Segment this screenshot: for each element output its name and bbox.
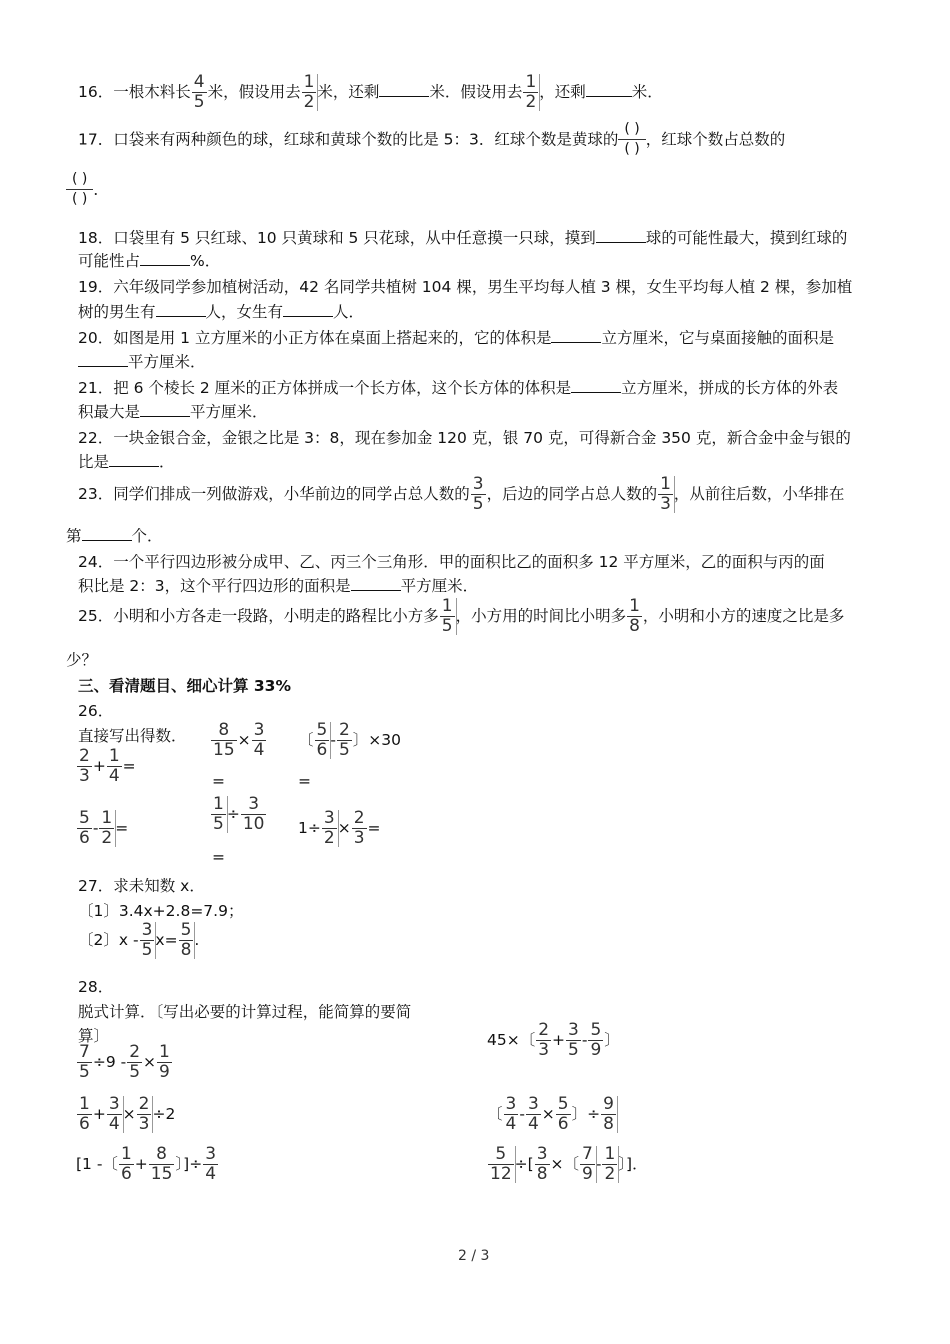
equation-2: 〔2〕x - $\frac{3}{5}$ x= $\frac{5}{8}$ . (78, 920, 200, 960)
question-18-cont: 可能性占 %． (78, 249, 220, 271)
fraction: $\frac{1}{5}$ (213, 794, 224, 834)
calc-row-3: $\frac{1}{6}$ + $\frac{3}{4}$ × $\frac{2}{3}$ ÷2 (79, 1094, 176, 1134)
blank-fraction: ( ) ( ) (618, 122, 645, 158)
calc-row-5: [1 -〔 $\frac{1}{6}$ + $\frac{8}{15}$ 〕]÷ $\frac{3}{4}$ (76, 1144, 217, 1184)
fraction: $\frac{5}{6}$ (316, 720, 328, 760)
fraction: $\frac{3}{5}$ (568, 1020, 579, 1060)
fraction: $\frac{3}{4}$ (527, 1094, 539, 1134)
question-21: 21．把 6 个棱长 2 厘米的正方体拼成一个长方体，这个长方体的体积是 立方厘米，拼成的长方体的外表 (78, 376, 838, 398)
fraction: $\frac{3}{8}$ (536, 1144, 548, 1184)
calc-expression-1: $\frac{2}{3}$ + $\frac{1}{4}$ = (79, 746, 136, 786)
fraction: $\frac{5}{8}$ (180, 920, 192, 960)
question-28-intro-cont: 算〕 (78, 1027, 110, 1045)
equals-sign: = (212, 848, 225, 866)
calc-expression-3: 〔 $\frac{5}{6}$ - $\frac{2}{5}$ 〕×30 (298, 720, 401, 760)
question-27: 27．求未知数 x． (78, 877, 205, 895)
question-23-cont: 第 个． (66, 524, 163, 546)
answer-blank (283, 301, 333, 318)
question-28-intro: 脱式计算．〔写出必要的计算过程，能简算的要简 (78, 1003, 412, 1021)
fraction: $\frac{2}{5}$ (338, 720, 350, 760)
fraction: $\frac{3}{4}$ (505, 1094, 517, 1134)
question-26-number: 26． (78, 702, 114, 720)
fraction: $\frac{1}{2}$ (303, 72, 315, 112)
fraction: $\frac{3}{4}$ (253, 720, 265, 760)
question-16: 16．一根木料长 $\frac{4}{5}$ 米，假设用去 $\frac{1}{2}$ 米，还剩 米．假设用去 $\frac{1}{2}$ ，还剩 米． (78, 72, 663, 112)
answer-blank (596, 227, 646, 244)
fraction: $\frac{8}{15}$ (213, 720, 235, 760)
fraction: $\frac{1}{8}$ (629, 596, 640, 636)
answer-blank (351, 575, 401, 592)
answer-blank (140, 250, 190, 267)
question-20-cont: 平方厘米． (78, 350, 206, 372)
calc-row-2: 45×〔 $\frac{2}{3}$ + $\frac{3}{5}$ - $\frac{5}{9}$ 〕 (487, 1020, 620, 1060)
fraction: $\frac{3}{5}$ (141, 920, 153, 960)
fraction: $\frac{3}{10}$ (242, 794, 265, 834)
fraction: $\frac{3}{4}$ (108, 1094, 120, 1134)
question-19: 19．六年级同学参加植树活动，42 名同学共植树 104 棵，男生平均每人植 3 棵，女生平均每人植 2 棵，参加植 (78, 278, 853, 296)
question-17-cont: ( ) ( ) ． (66, 172, 109, 208)
answer-blank (82, 525, 132, 542)
fraction: $\frac{5}{6}$ (79, 808, 90, 848)
question-23: 23．同学们排成一列做游戏，小华前边的同学占总人数的 $\frac{3}{5}$ ，后边的同学占总人数的 $\frac{1}{3}$ ，从前往后数，小华排在 (78, 474, 845, 514)
fraction: $\frac{1}{2}$ (101, 808, 113, 848)
fraction: $\frac{1}{6}$ (79, 1094, 90, 1134)
calc-row-4: 〔 $\frac{3}{4}$ - $\frac{3}{4}$ × $\frac{5}{6}$ 〕÷ $\frac{9}{8}$ (487, 1094, 614, 1134)
answer-blank (140, 401, 190, 418)
section-heading: 三、看清题目、细心计算 33% (78, 677, 291, 695)
fraction: $\frac{2}{5}$ (129, 1042, 141, 1082)
fraction: $\frac{2}{3}$ (79, 746, 90, 786)
question-20: 20．如图是用 1 立方厘米的小正方体在桌面上搭起来的，它的体积是 立方厘米，它与桌面接触的面积是 (78, 326, 834, 348)
calc-expression-5: $\frac{1}{5}$ ÷ $\frac{3}{10}$ (213, 794, 265, 834)
fraction: $\frac{5}{9}$ (590, 1020, 602, 1060)
question-26-intro: 直接写出得数． (78, 727, 187, 745)
question-25-cont: 少？ (66, 651, 98, 669)
blank-fraction: ( ) ( ) (66, 172, 93, 208)
answer-blank (109, 451, 159, 468)
fraction: $\frac{2}{3}$ (138, 1094, 150, 1134)
equation-1: 〔1〕3.4x+2.8=7.9； (78, 902, 244, 920)
fraction: $\frac{3}{2}$ (323, 808, 335, 848)
fraction: $\frac{1}{2}$ (604, 1144, 616, 1184)
answer-blank (571, 377, 621, 394)
answer-blank (551, 327, 601, 344)
fraction: $\frac{1}{3}$ (660, 474, 671, 514)
fraction: $\frac{1}{9}$ (159, 1042, 170, 1082)
page-number: 2 / 3 (458, 1248, 490, 1264)
question-24-cont: 积比是 2：3，这个平行四边形的面积是 平方厘米． (78, 574, 478, 596)
answer-blank (379, 81, 429, 98)
question-24: 24．一个平行四边形被分成甲、乙、丙三个三角形．甲的面积比乙的面积多 12 平方厘米，乙的面积与丙的面 (78, 553, 825, 571)
calc-expression-2: $\frac{8}{15}$ × $\frac{3}{4}$ (213, 720, 265, 760)
question-22: 22．一块金银合金，金银之比是 3：8，现在参加金 120 克，银 70 克，可得新合金 350 克，新合金中金与银的 (78, 429, 851, 447)
fraction: $\frac{9}{8}$ (603, 1094, 614, 1134)
question-25: 25．小明和小方各走一段路，小明走的路程比小方多 $\frac{1}{5}$ ，小方用的时间比小明多 $\frac{1}{8}$ ，小明和小方的速度之比是多 (78, 596, 845, 636)
calc-row-1: $\frac{7}{5}$ ÷9 - $\frac{2}{5}$ × $\frac{1}{9}$ (79, 1042, 170, 1082)
question-19-cont: 树的男生有 人，女生有 人． (78, 300, 364, 322)
fraction: $\frac{1}{6}$ (120, 1144, 132, 1184)
fraction: $\frac{3}{4}$ (205, 1144, 217, 1184)
fraction: $\frac{2}{3}$ (538, 1020, 550, 1060)
calc-row-6: $\frac{5}{12}$ ÷[ $\frac{3}{8}$ ×〔 $\frac{7}{9}$ - $\frac{1}{2}$ 〕]． (490, 1144, 648, 1184)
answer-blank (156, 301, 206, 318)
fraction: $\frac{1}{2}$ (525, 72, 537, 112)
answer-blank (586, 81, 632, 98)
calc-expression-6: 1÷ $\frac{3}{2}$ × $\frac{2}{3}$ = (298, 808, 381, 848)
question-18: 18．口袋里有 5 只红球、10 只黄球和 5 只花球，从中任意摸一只球，摸到 球的可能性最大，摸到红球的 (78, 226, 847, 248)
question-17: 17．口袋来有两种颜色的球，红球和黄球个数的比是 5：3．红球个数是黄球的 ( ) ( ) ，红球个数占总数的 (78, 121, 786, 158)
fraction: $\frac{4}{5}$ (193, 72, 205, 112)
equals-sign: = (298, 772, 311, 790)
fraction: $\frac{2}{3}$ (353, 808, 365, 848)
fraction: $\frac{1}{4}$ (108, 746, 120, 786)
fraction: $\frac{1}{5}$ (441, 596, 453, 636)
fraction: $\frac{5}{12}$ (490, 1144, 512, 1184)
fraction: $\frac{8}{15}$ (150, 1144, 173, 1184)
fraction: $\frac{7}{5}$ (79, 1042, 90, 1082)
fraction: $\frac{3}{5}$ (472, 474, 484, 514)
fraction: $\frac{7}{9}$ (582, 1144, 593, 1184)
equals-sign: = (212, 772, 225, 790)
fraction: $\frac{5}{6}$ (557, 1094, 569, 1134)
question-21-cont: 积最大是 平方厘米． (78, 400, 268, 422)
question-22-cont: 比是 ． (78, 450, 175, 472)
calc-expression-4: $\frac{5}{6}$ - $\frac{1}{2}$ = (79, 808, 129, 848)
answer-blank (78, 351, 128, 368)
question-28-number: 28． (78, 978, 114, 996)
